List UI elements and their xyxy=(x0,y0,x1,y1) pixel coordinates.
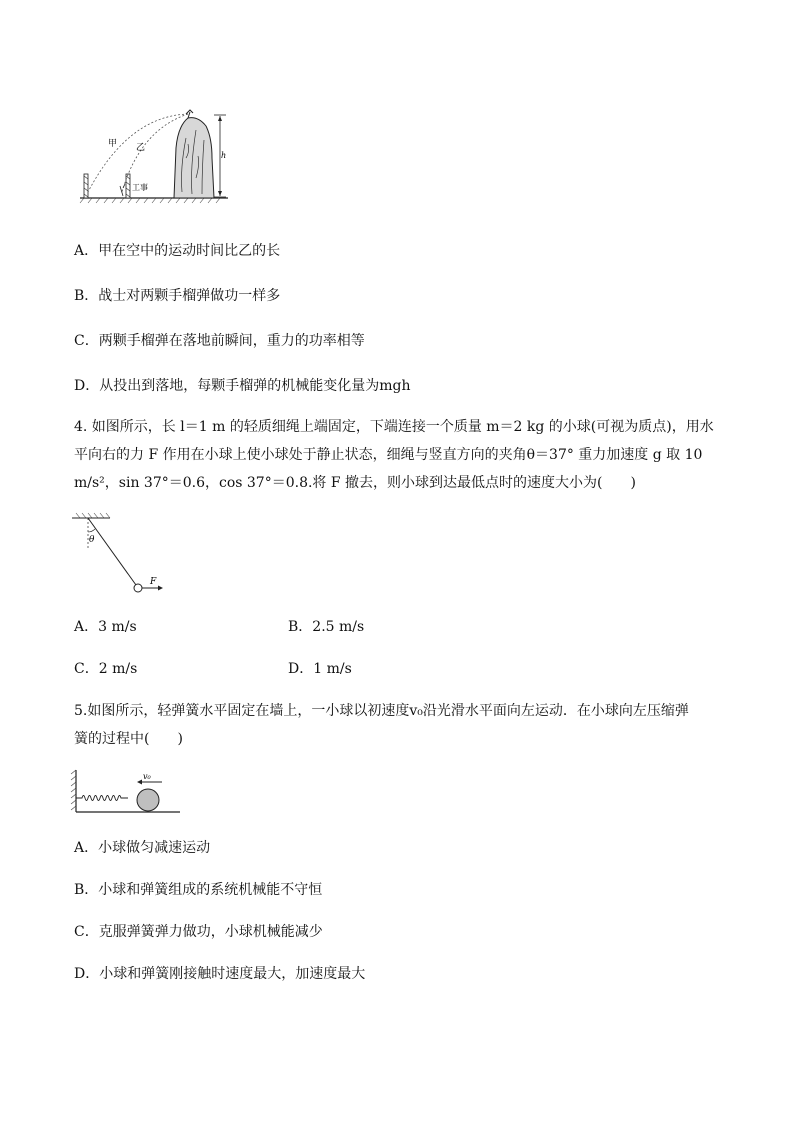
q3-figure xyxy=(78,108,230,206)
q5-spring-figure xyxy=(70,766,182,816)
q3-option-c xyxy=(74,332,365,350)
option-text: 小球做匀减速运动 xyxy=(98,840,211,856)
option-text: 甲在空中的运动时间比乙的长 xyxy=(98,243,281,259)
jia-label: 甲 xyxy=(108,139,118,149)
option-letter: B． xyxy=(74,288,99,304)
gongshi-label: 工事 xyxy=(132,183,148,192)
option-text: 小球和弹簧刚接触时速度最大，加速度最大 xyxy=(99,966,366,982)
option-letter: A． xyxy=(74,243,99,259)
option-letter: C． xyxy=(74,924,99,940)
option-text: 小球和弹簧组成的系统机械能不守恒 xyxy=(98,882,323,898)
q3-option-b xyxy=(74,287,280,305)
option-letter: A． xyxy=(74,840,99,856)
height-label: h xyxy=(221,151,227,160)
q5-option-a xyxy=(74,839,210,857)
v0-label: v₀ xyxy=(143,772,151,781)
q5-option-d xyxy=(74,965,365,983)
option-text: 2 m/s xyxy=(98,661,138,677)
option-text: 克服弹簧弹力做功，小球机械能减少 xyxy=(98,924,323,940)
q5-option-c xyxy=(74,923,323,941)
q5-stem-line1: 5.如图所示，轻弹簧水平固定在墙上，一小球以初速度v₀沿光滑水平面向左运动．在小球向左压缩弹 xyxy=(74,703,689,719)
option-letter: C． xyxy=(74,661,99,677)
force-label: F xyxy=(150,577,157,587)
q3-option-d xyxy=(74,377,411,395)
option-letter: D． xyxy=(288,661,314,677)
option-letter: D． xyxy=(74,378,100,394)
option-text: 从投出到落地，每颗手榴弹的机械能变化量为mgh xyxy=(99,378,411,394)
q3-option-a xyxy=(74,242,280,260)
q4-option-d xyxy=(288,660,352,678)
theta-label: θ xyxy=(89,535,95,545)
option-text: 3 m/s xyxy=(98,619,137,635)
q4-option-a xyxy=(74,618,137,636)
option-text: 2.5 m/s xyxy=(312,619,365,635)
q5-stem-line2: 簧的过程中( ) xyxy=(74,731,183,747)
option-letter: A． xyxy=(74,619,99,635)
q4-option-b xyxy=(288,618,364,636)
q4-option-c xyxy=(74,660,137,678)
q5-option-b xyxy=(74,881,322,899)
q4-stem-line3: m/s²，sin 37°＝0.6，cos 37°＝0.8.将 F 撤去，则小球到达最低点时的速度大小为( ) xyxy=(74,475,636,491)
option-letter: C． xyxy=(74,333,99,349)
yi-label: 乙 xyxy=(136,143,146,153)
q4-stem-line1: 4. 如图所示，长 l＝1 m 的轻质细绳上端固定，下端连接一个质量 m＝2 kg 的小球(可视为质点)，用水 xyxy=(74,419,714,435)
option-text: 两颗手榴弹在落地前瞬间，重力的功率相等 xyxy=(98,333,365,349)
option-letter: D． xyxy=(74,966,100,982)
option-text: 战士对两颗手榴弹做功一样多 xyxy=(98,288,281,304)
q4-stem-line2: 平向右的力 F 作用在小球上使小球处于静止状态，细绳与竖直方向的夹角θ＝37° 重力加速度 g 取 10 xyxy=(74,447,703,463)
option-letter: B． xyxy=(74,882,99,898)
q4-pendulum-figure xyxy=(70,512,170,598)
option-letter: B． xyxy=(288,619,313,635)
option-text: 1 m/s xyxy=(313,661,352,677)
